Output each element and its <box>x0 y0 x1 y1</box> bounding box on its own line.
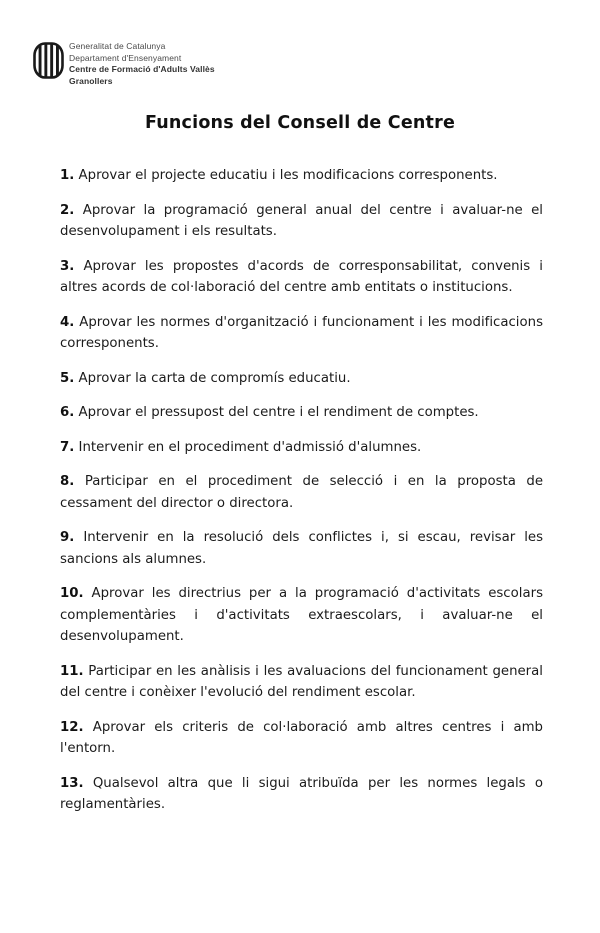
header-city-line: Granollers <box>69 75 113 86</box>
item-text: Participar en el procediment de selecció i en la proposta de cessament del director o directora. <box>60 474 543 511</box>
item-text: Participar en les anàlisis i les avaluacions del funcionament general del centre i conèixer l'evolució del rendiment escolar. <box>60 663 543 700</box>
list-item <box>60 312 543 355</box>
item-number: 6. <box>60 405 75 420</box>
item-text: Aprovar els criteris de col·laboració amb altres centres i amb l'entorn. <box>60 719 543 756</box>
item-text: Intervenir en el procediment d'admissió d'alumnes. <box>78 439 422 455</box>
list-item <box>60 583 543 648</box>
item-text: Aprovar les directrius per a la programació d'activitats escolars complementàries i d'activitats extraescolars, i avaluar-ne el desenvolupament. <box>60 586 543 644</box>
item-text: Aprovar el pressupost del centre i el rendiment de comptes. <box>78 405 479 420</box>
list-item <box>60 165 543 187</box>
page-title: Funcions del Consell de Centre <box>144 113 456 133</box>
header-centre-line: Centre de Formació d'Adults Vallès <box>69 64 215 75</box>
list-item <box>60 471 543 514</box>
letterhead-text <box>69 41 215 87</box>
list-item <box>60 200 543 243</box>
item-text: Aprovar la programació general anual del centre i avaluar-ne el desenvolupament i els resultats. <box>60 202 543 239</box>
item-number: 7. <box>60 439 75 455</box>
item-text: Aprovar les propostes d'acords de corresponsabilitat, convenis i altres acords de col·laboració del centre amb entitats o institucions. <box>60 258 543 295</box>
list-item <box>60 661 543 704</box>
item-number: 8. <box>60 474 75 489</box>
item-text: Aprovar les normes d'organització i funcionament i les modificacions corresponents. <box>60 314 543 351</box>
item-number: 10. <box>60 586 84 601</box>
list-item <box>60 717 543 760</box>
item-number: 4. <box>60 314 75 330</box>
list-item <box>60 402 543 424</box>
letterhead <box>33 41 215 87</box>
list-item <box>60 368 543 390</box>
item-text: Qualsevol altra que li sigui atribuïda per les normes legals o reglamentàries. <box>60 775 543 812</box>
item-text: Aprovar el projecte educatiu i les modificacions corresponents. <box>78 168 498 183</box>
item-number: 12. <box>60 719 84 735</box>
generalitat-catalunya-logo-icon <box>33 42 64 79</box>
item-number: 13. <box>60 775 84 791</box>
item-number: 1. <box>60 168 75 183</box>
list-item <box>60 773 543 816</box>
functions-list <box>60 165 543 829</box>
header-dept-line: Departament d'Ensenyament <box>69 52 182 63</box>
item-number: 3. <box>60 258 75 274</box>
list-item <box>60 437 543 459</box>
item-number: 5. <box>60 370 75 386</box>
item-number: 11. <box>60 663 84 679</box>
item-number: 9. <box>60 530 75 545</box>
header-org-line: Generalitat de Catalunya <box>69 41 166 51</box>
item-text: Intervenir en la resolució dels conflictes i, si escau, revisar les sancions als alumnes. <box>60 530 544 567</box>
list-item <box>60 256 543 299</box>
item-text: Aprovar la carta de compromís educatiu. <box>78 370 351 386</box>
list-item <box>60 527 543 570</box>
item-number: 2. <box>60 202 75 218</box>
